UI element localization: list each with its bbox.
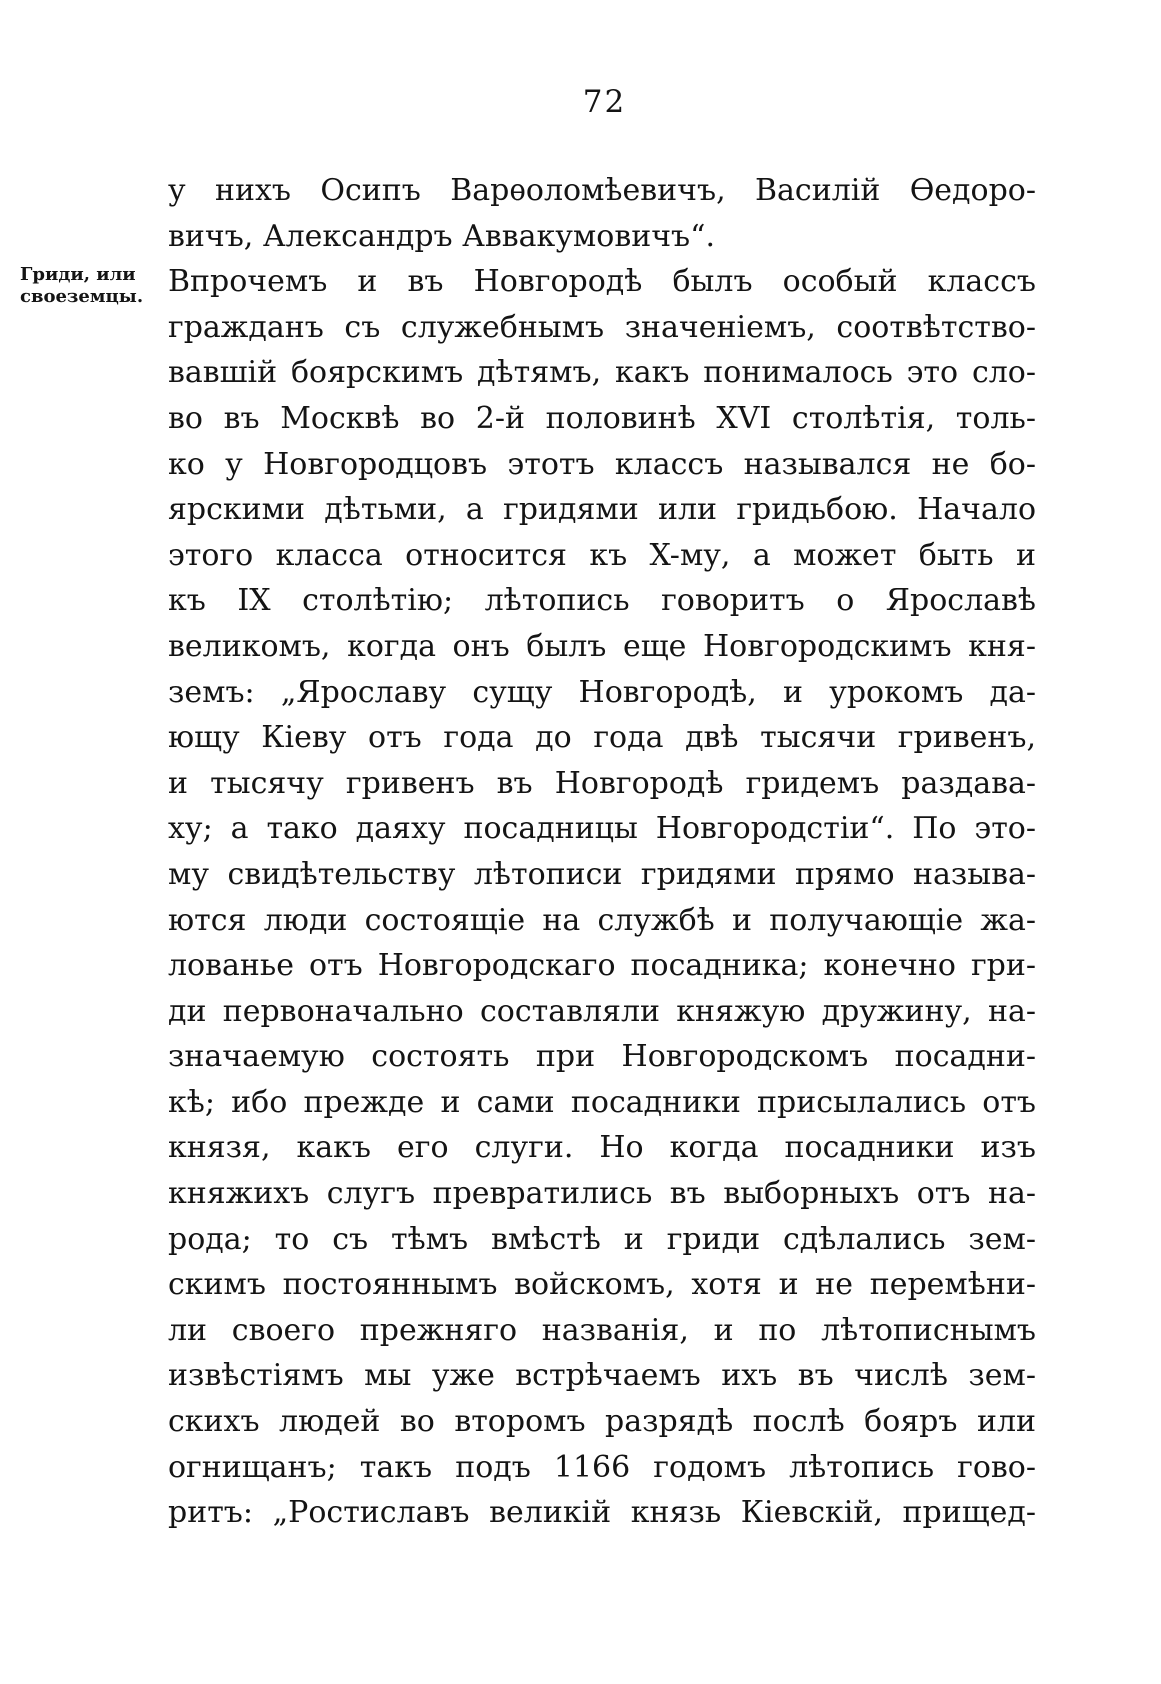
text-line: извѣстіямъ мы уже встрѣчаемъ ихъ въ числѣ зем- — [168, 1358, 1036, 1394]
text-line: ются люди состоящіе на службѣ и получающіе жа- — [168, 902, 1036, 938]
text-line: этого класса относится къ X-му, а может быть и — [168, 537, 1036, 573]
text-line: значаемую состоять при Новгородскомъ посадни- — [168, 1039, 1036, 1075]
text-line: скимъ постояннымъ войскомъ, хотя и не перемѣни- — [168, 1267, 1036, 1303]
text-line: ющу Кіеву отъ года до года двѣ тысячи гривенъ, — [168, 720, 1036, 756]
text-line: вичъ, Александръ Аввакумовичъ“. — [168, 218, 716, 254]
text-line: у нихъ Осипъ Варѳоломѣевичъ, Василій Ѳедоро- — [168, 173, 1036, 208]
text-line: ритъ: „Ростиславъ великій князь Кіевскій, прищед- — [168, 1495, 1036, 1531]
text-line: ко у Новгородцовъ этотъ классъ назывался не бо- — [168, 446, 1036, 482]
text-line: ху; а тако даяху посадницы Новгородстіи“. По это- — [168, 811, 1036, 847]
text-line: и тысячу гривенъ въ Новгородѣ гридемъ раздава- — [168, 765, 1036, 801]
margin-note-line: Гриди, или — [20, 264, 136, 285]
page-number: 72 — [582, 84, 627, 120]
text-line: великомъ, когда онъ былъ еще Новгородскимъ кня- — [168, 628, 1036, 664]
text-line: къ IX столѣтію; лѣтопись говоритъ о Ярославѣ — [168, 583, 1036, 619]
margin-note — [20, 264, 165, 308]
text-line: лованье отъ Новгородскаго посадника; конечно гри- — [168, 948, 1036, 984]
text-line: огнищанъ; такъ подъ 1166 годомъ лѣтопись гово- — [168, 1449, 1036, 1485]
text-line: вавшій боярскимъ дѣтямъ, какъ понималось это сло- — [168, 355, 1036, 391]
text-line: ли своего прежняго названія, и по лѣтописнымъ — [168, 1312, 1036, 1348]
text-line: земъ: „Ярославу сущу Новгородѣ, и урокомъ да- — [168, 674, 1036, 710]
text-line: Впрочемъ и въ Новгородѣ былъ особый классъ — [168, 264, 1036, 300]
body-text — [168, 168, 1036, 1536]
margin-note-line: своеземцы. — [20, 286, 144, 307]
text-line: гражданъ съ служебнымъ значеніемъ, соотвѣтство- — [168, 309, 1036, 345]
text-line: князя, какъ его слуги. Но когда посадники изъ — [168, 1130, 1036, 1166]
text-line: ди первоначально составляли княжую дружину, на- — [168, 993, 1036, 1029]
text-line: скихъ людей во второмъ разрядѣ послѣ бояръ или — [168, 1404, 1036, 1440]
text-line: княжихъ слугъ превратились въ выборныхъ отъ на- — [168, 1176, 1036, 1212]
text-line: кѣ; ибо прежде и сами посадники присылались отъ — [168, 1084, 1036, 1120]
text-line: му свидѣтельству лѣтописи гридями прямо называ- — [168, 856, 1036, 892]
text-line: во въ Москвѣ во 2-й половинѣ XVI столѣтія, толь- — [168, 400, 1036, 436]
text-line: ярскими дѣтьми, а гридями или гридьбою. Начало — [168, 492, 1036, 528]
text-line: рода; то съ тѣмъ вмѣстѣ и гриди сдѣлались зем- — [168, 1221, 1036, 1257]
